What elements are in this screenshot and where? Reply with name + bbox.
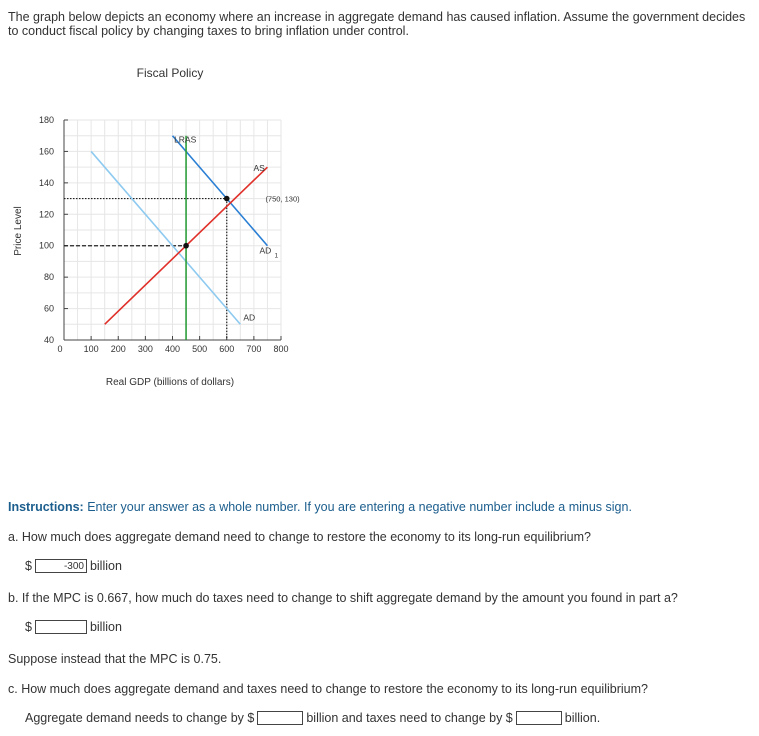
y-tick-label: 140	[38, 177, 54, 188]
lras-label: LRAS	[174, 134, 197, 145]
ad-change-label: Aggregate demand needs to change by $	[25, 711, 255, 725]
question-c-answer-row	[25, 711, 600, 725]
x-tick-label: 800	[273, 344, 289, 354]
y-tick-label: 100	[38, 240, 54, 251]
y-tick-label: 60	[43, 303, 54, 314]
question-b-text: b. If the MPC is 0.667, how much do taxes need to change to shift aggregate demand by the amount you found in part a?	[8, 591, 678, 605]
tax-change-label: billion and taxes need to change by $	[306, 711, 513, 725]
currency-symbol: $	[25, 559, 32, 573]
ad1-subscript-label: 1	[274, 252, 279, 260]
equilibrium-point	[224, 196, 230, 202]
instructions-text: Enter your answer as a whole number. If you are entering a negative number include a minus sign.	[87, 500, 632, 514]
point-annotation: (750, 130)	[265, 194, 300, 204]
answer-b-input[interactable]	[35, 620, 87, 634]
series-line-ad	[91, 151, 240, 324]
question-c-text: c. How much does aggregate demand and taxes need to change to restore the economy to its long-run equilibrium?	[8, 682, 648, 696]
answer-c-tax-input[interactable]	[516, 711, 562, 725]
x-axis-label: Real GDP (billions of dollars)	[105, 377, 235, 388]
y-tick-label: 120	[38, 209, 54, 220]
question-a-answer-row	[25, 559, 122, 573]
fiscal-policy-chart	[0, 55, 320, 395]
equilibrium-point	[183, 243, 189, 249]
x-tick-label: 200	[110, 344, 126, 354]
x-tick-label: 400	[164, 344, 181, 354]
unit-label: billion	[89, 620, 122, 634]
answer-c-ad-input[interactable]	[257, 711, 303, 725]
x-tick-label: 300	[137, 344, 153, 354]
grid	[64, 120, 281, 340]
y-tick-label: 160	[38, 146, 54, 157]
ad1-label: AD	[259, 245, 272, 256]
x-tick-label: 500	[192, 344, 208, 354]
currency-symbol: $	[25, 620, 32, 634]
series	[91, 136, 267, 340]
y-tick-label: 180	[38, 115, 54, 125]
x-tick-label: 600	[219, 344, 235, 354]
y-tick-label: 40	[43, 335, 54, 345]
unit-label: billion	[89, 559, 122, 573]
y-tick-label: 80	[43, 272, 54, 283]
ad-label: AD	[243, 312, 256, 323]
end-label: billion.	[564, 711, 601, 725]
answer-a-input[interactable]: -300	[35, 559, 87, 573]
instructions	[8, 500, 632, 514]
x-tick-label: 0	[57, 344, 63, 354]
suppose-text: Suppose instead that the MPC is 0.75.	[8, 652, 222, 666]
instructions-label: Instructions:	[8, 500, 84, 514]
chart-title: Fiscal Policy	[136, 66, 204, 80]
question-a-text: a. How much does aggregate demand need to change to restore the economy to its long-run equilibrium?	[8, 530, 591, 544]
y-axis-label: Price Level	[13, 206, 24, 256]
x-tick-label: 700	[246, 344, 262, 354]
x-tick-label: 100	[83, 344, 99, 354]
intro-text: The graph below depicts an economy where an increase in aggregate demand has caused inflation. Assume the government decides to conduct fiscal policy by changing taxes to bring inflation under control.	[8, 10, 746, 38]
as-label: AS	[253, 163, 265, 174]
question-b-answer-row	[25, 620, 122, 634]
